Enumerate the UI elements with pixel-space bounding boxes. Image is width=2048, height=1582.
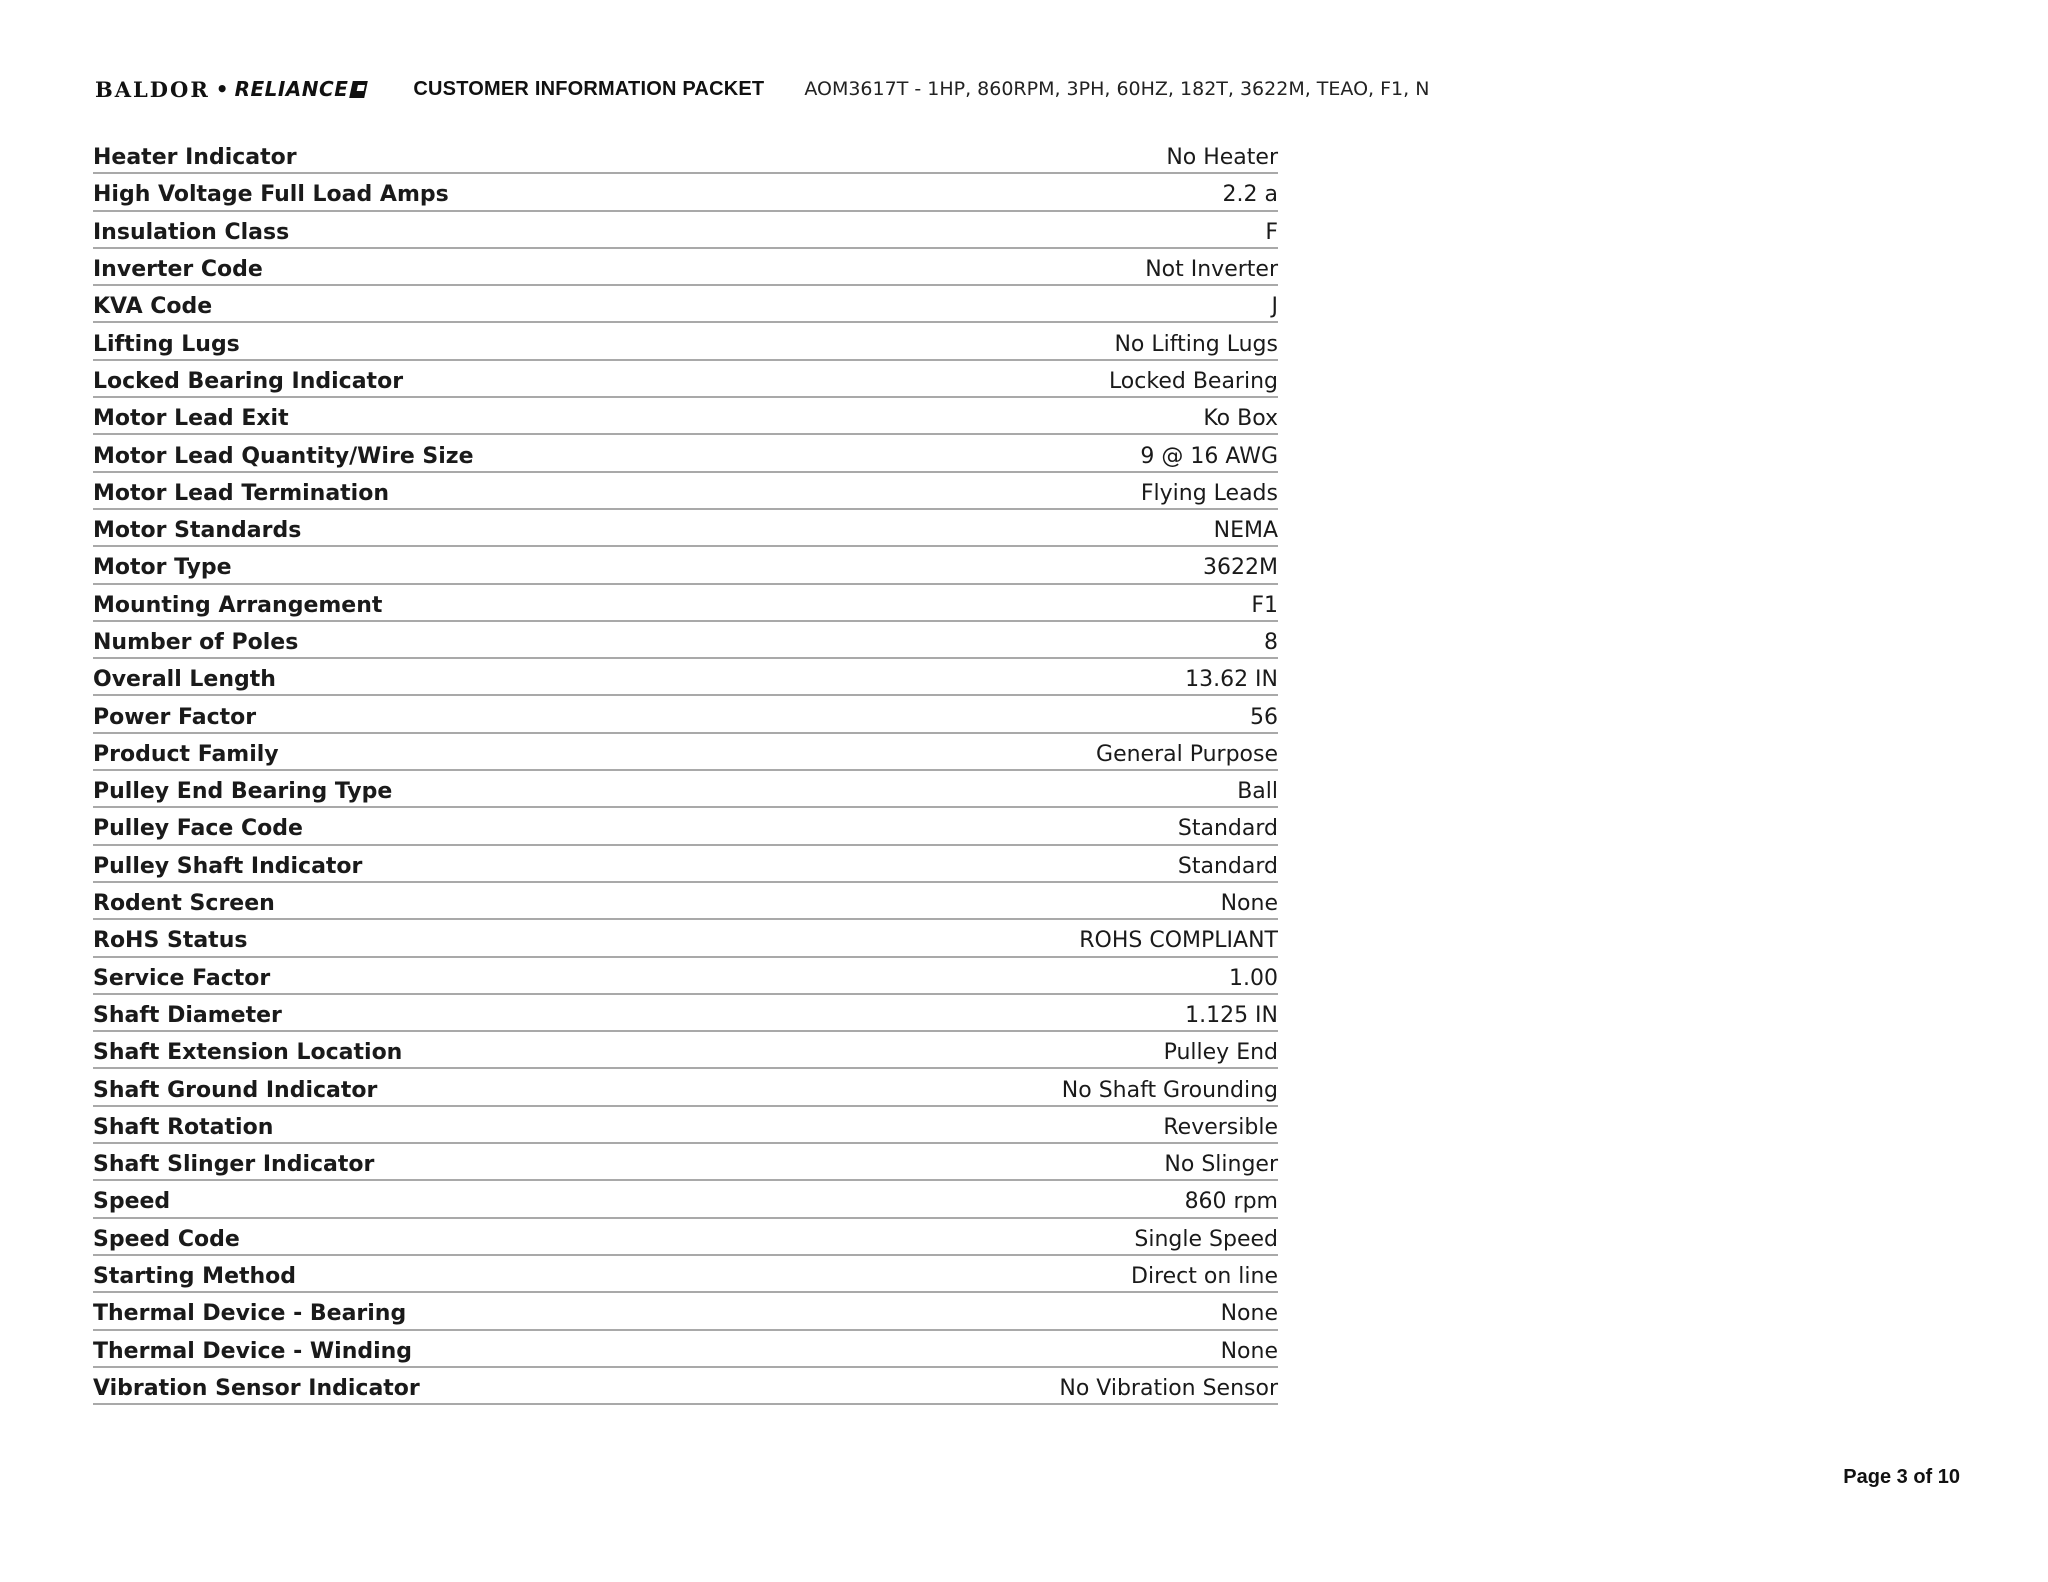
spec-label: Speed Code [93, 1226, 240, 1252]
spec-value: Pulley End [1163, 1040, 1278, 1066]
page-number: Page 3 of 10 [1843, 1466, 1960, 1488]
spec-row [93, 622, 1278, 659]
spec-label: Thermal Device - Bearing [93, 1301, 407, 1327]
baldor-reliance-logo [95, 77, 366, 102]
spec-row [93, 286, 1278, 323]
reliance-mark-icon [350, 81, 369, 98]
spec-label: Shaft Extension Location [93, 1040, 403, 1066]
spec-value: Ko Box [1203, 406, 1278, 432]
spec-row [93, 734, 1278, 771]
spec-label: Motor Lead Termination [93, 480, 390, 506]
spec-label: Motor Standards [93, 518, 302, 544]
spec-label: Number of Poles [93, 630, 299, 655]
page-header [95, 72, 1429, 106]
spec-row [93, 1256, 1278, 1293]
spec-row [93, 1107, 1278, 1144]
spec-value: General Purpose [1096, 741, 1278, 767]
spec-label: Overall Length [93, 667, 276, 693]
spec-row [93, 696, 1278, 733]
spec-row [93, 958, 1278, 995]
spec-label: Rodent Screen [93, 891, 275, 917]
spec-row [93, 920, 1278, 957]
spec-row [93, 1032, 1278, 1069]
spec-label: Service Factor [93, 965, 271, 991]
spec-row [93, 1219, 1278, 1256]
spec-row [93, 323, 1278, 360]
logo-reliance-text: RELIANCE [234, 77, 349, 101]
spec-row [93, 808, 1278, 845]
spec-label: Speed [93, 1189, 171, 1215]
spec-row [93, 846, 1278, 883]
spec-row [93, 510, 1278, 547]
spec-label: Shaft Rotation [93, 1114, 274, 1140]
spec-row [93, 1368, 1278, 1405]
spec-value: Standard [1177, 853, 1278, 879]
spec-value: None [1220, 891, 1278, 917]
spec-label: Mounting Arrangement [93, 592, 383, 618]
spec-label: High Voltage Full Load Amps [93, 182, 449, 208]
spec-label: Power Factor [93, 704, 257, 730]
spec-value: 2.2 a [1222, 182, 1278, 208]
spec-label: RoHS Status [93, 928, 248, 954]
spec-value: 3622M [1203, 555, 1278, 581]
spec-value: Single Speed [1134, 1226, 1278, 1252]
spec-row [93, 1181, 1278, 1218]
spec-value: Flying Leads [1140, 480, 1278, 506]
spec-row [93, 1069, 1278, 1106]
spec-label: Shaft Diameter [93, 1002, 282, 1028]
spec-label: KVA Code [93, 294, 213, 320]
spec-label: Pulley Shaft Indicator [93, 853, 363, 879]
spec-row [93, 398, 1278, 435]
spec-label: Locked Bearing Indicator [93, 368, 404, 394]
logo-baldor-text: BALDOR [95, 76, 210, 102]
spec-label: Shaft Ground Indicator [93, 1077, 378, 1103]
spec-value: 1.00 [1229, 965, 1278, 991]
spec-label: Starting Method [93, 1264, 297, 1290]
spec-row [93, 1144, 1278, 1181]
spec-row [93, 883, 1278, 920]
spec-label: Product Family [93, 741, 279, 767]
logo-separator: • [215, 77, 229, 101]
spec-value: No Heater [1166, 145, 1278, 171]
spec-label: Insulation Class [93, 219, 290, 245]
spec-row [93, 249, 1278, 286]
spec-row [93, 585, 1278, 622]
spec-value: F [1265, 219, 1278, 245]
spec-label: Motor Lead Quantity/Wire Size [93, 443, 474, 469]
spec-value: Standard [1177, 816, 1278, 842]
spec-label: Motor Lead Exit [93, 406, 289, 432]
spec-value: No Slinger [1164, 1152, 1278, 1178]
spec-row [93, 473, 1278, 510]
spec-row [93, 1293, 1278, 1330]
spec-value: 860 rpm [1184, 1189, 1278, 1215]
spec-label: Lifting Lugs [93, 331, 240, 357]
spec-value: Not Inverter [1145, 257, 1278, 283]
spec-label: Heater Indicator [93, 145, 297, 171]
spec-label: Shaft Slinger Indicator [93, 1152, 375, 1178]
spec-label: Inverter Code [93, 257, 263, 283]
spec-value: None [1220, 1338, 1278, 1364]
spec-label: Pulley End Bearing Type [93, 779, 393, 805]
spec-value: No Vibration Sensor [1059, 1375, 1278, 1401]
spec-row [93, 435, 1278, 472]
spec-row [93, 174, 1278, 211]
spec-value: J [1271, 294, 1278, 320]
spec-label: Thermal Device - Winding [93, 1338, 413, 1364]
spec-value: NEMA [1213, 518, 1278, 544]
spec-row [93, 771, 1278, 808]
spec-value: 56 [1250, 704, 1278, 730]
spec-value: F1 [1251, 592, 1278, 618]
spec-value: 13.62 IN [1185, 667, 1278, 693]
spec-value: Direct on line [1131, 1264, 1278, 1290]
model-description: AOM3617T - 1HP, 860RPM, 3PH, 60HZ, 182T, 3622M, TEAO, F1, N [804, 78, 1430, 100]
spec-row [93, 137, 1278, 174]
spec-label: Pulley Face Code [93, 816, 303, 842]
spec-value: No Shaft Grounding [1061, 1077, 1278, 1103]
spec-value: 1.125 IN [1185, 1002, 1278, 1028]
spec-row [93, 995, 1278, 1032]
spec-label: Vibration Sensor Indicator [93, 1375, 420, 1401]
spec-value: 8 [1264, 630, 1278, 655]
specifications-table [93, 137, 1278, 1405]
spec-value: ROHS COMPLIANT [1079, 928, 1278, 954]
spec-row [93, 361, 1278, 398]
spec-value: Ball [1237, 779, 1278, 805]
spec-row [93, 1331, 1278, 1368]
spec-row [93, 659, 1278, 696]
spec-value: 9 @ 16 AWG [1140, 443, 1278, 469]
spec-value: Reversible [1163, 1114, 1278, 1140]
spec-label: Motor Type [93, 555, 232, 581]
spec-value: No Lifting Lugs [1114, 331, 1278, 357]
spec-value: Locked Bearing [1108, 368, 1278, 394]
document-title: CUSTOMER INFORMATION PACKET [413, 77, 765, 100]
spec-row [93, 212, 1278, 249]
spec-value: None [1220, 1301, 1278, 1327]
spec-row [93, 547, 1278, 584]
